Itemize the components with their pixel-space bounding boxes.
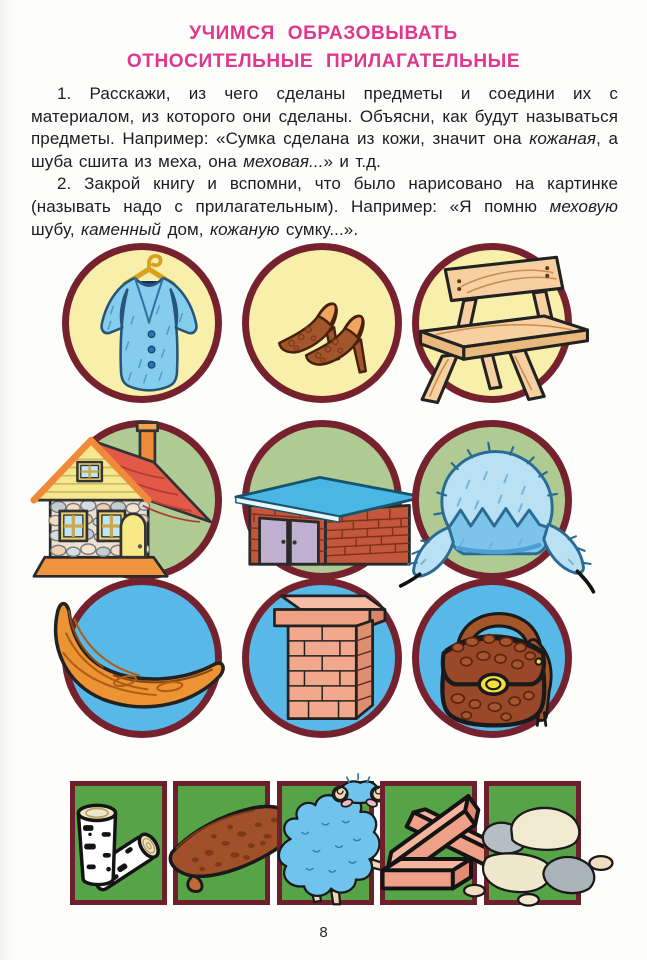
item-circle-leather-shoes (242, 243, 402, 403)
page-title-line2: ОТНОСИТЕЛЬНЫЕ ПРИЛАГАТЕЛЬНЫЕ (126, 51, 521, 72)
item-circle-fur-coat (62, 243, 222, 403)
material-square-bricks (380, 781, 477, 905)
brick-chimney-illustration (254, 585, 404, 735)
item-circle-fur-hat (412, 420, 572, 580)
item-circle-brick-chimney (242, 578, 402, 738)
material-square-leather-piece (173, 781, 270, 905)
item-circle-leather-handbag (412, 578, 572, 738)
page-title-line1: УЧИМСЯ ОБРАЗОВЫВАТЬ (189, 23, 458, 44)
leather-handbag-illustration (421, 585, 577, 741)
item-circle-wooden-boat (62, 578, 222, 738)
instructions-block (31, 83, 618, 241)
stone-house-illustration (23, 413, 227, 590)
page-number: 8 (319, 924, 328, 941)
instruction-paragraph-1: 1. Расскажи, из чего сделаны предметы и соедини их с материалом, из которого они сделаны. Объясни, как будут называться предметы. Например: «Сумка сделана из кожи, значит она кожаная, а шуба сшита из меха, она меховая...» и т.д. (31, 84, 618, 171)
leather-shoes-illustration (267, 270, 389, 387)
fur-hat-illustration (405, 437, 595, 583)
item-circle-stone-house (62, 420, 222, 580)
material-square-stones (484, 781, 581, 905)
stones-illustration (465, 794, 615, 909)
wooden-bench-illustration (411, 248, 597, 418)
item-circle-wooden-bench (412, 243, 572, 403)
item-circle-brick-garage (242, 420, 402, 580)
fur-coat-illustration (85, 250, 213, 398)
material-square-birch-logs (70, 781, 167, 905)
wooden-boat-illustration (41, 597, 237, 737)
page-title (0, 20, 647, 76)
material-square-sheep (277, 781, 374, 905)
instruction-paragraph-2: 2. Закрой книгу и вспомни, что было нарисовано на картинке (называть надо с прилагательным). Например: «Я помню меховую шубу, каменный дом, кожаную сумку...». (31, 174, 618, 239)
brick-garage-illustration (233, 441, 429, 581)
